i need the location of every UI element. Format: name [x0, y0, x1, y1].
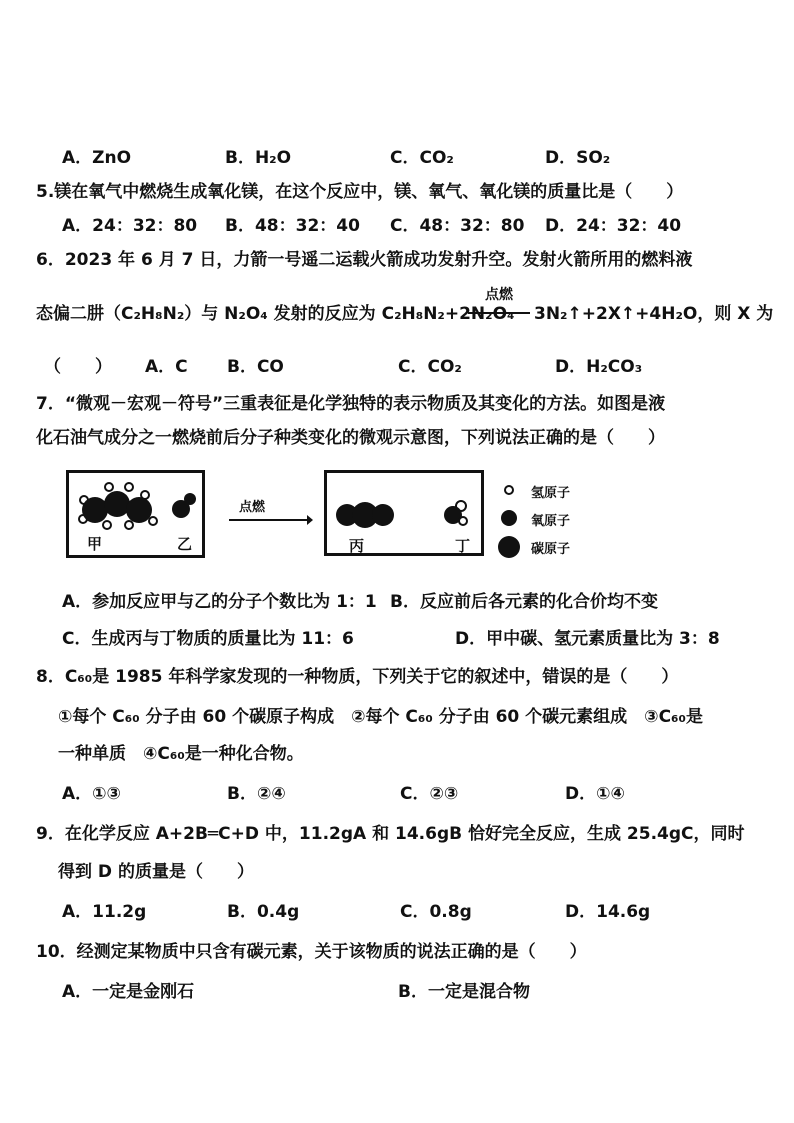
q9-stem-line2: 得到 D 的质量是（ ） [58, 862, 254, 882]
q7-option-a: A．参加反应甲与乙的分子个数比为 1：1 [62, 592, 377, 612]
q8-stem-line3: 一种单质 ④C₆₀是一种化合物。 [58, 744, 304, 764]
hydrogen-atom [105, 483, 113, 491]
hydrogen-atom [103, 521, 111, 529]
q8-stem-line2: ①每个 C₆₀ 分子由 60 个碳原子构成 ②每个 C₆₀ 分子由 60 个碳元素组成 ③C₆₀是 [58, 707, 703, 727]
label-jia: 甲 [87, 535, 103, 553]
oxygen-atom [372, 504, 394, 526]
q6-stem-line2-post: 3N₂↑+2X↑+4H₂O，则 X 为 [534, 304, 774, 324]
q10-stem: 10．经测定某物质中只含有碳元素，关于该物质的说法正确的是（ ） [36, 942, 587, 962]
carbon-atom [82, 497, 108, 523]
q8-option-a: A．①③ [62, 784, 121, 804]
q10-option-a: A．一定是金刚石 [62, 982, 195, 1002]
q6-reaction-bar [468, 312, 530, 314]
q6-option-c: C．CO₂ [398, 357, 462, 377]
q10-option-b: B．一定是混合物 [398, 982, 530, 1002]
legend-symbols [498, 480, 528, 560]
legend-hydrogen: 氢原子 [531, 486, 571, 501]
q7-stem-line1: 7．“微观－宏观－符号”三重表征是化学独特的表示物质及其变化的方法。如图是液 [36, 394, 666, 414]
hydrogen-atom [125, 483, 133, 491]
q9-option-d: D．14.6g [565, 902, 651, 922]
q4-option-a: A．ZnO [62, 148, 132, 168]
q6-option-d: D．H₂CO₃ [555, 357, 643, 377]
legend-carbon: 碳原子 [531, 542, 571, 557]
q7-option-d: D．甲中碳、氢元素质量比为 3：8 [455, 629, 720, 649]
q6-option-a: A．C [145, 357, 188, 377]
q8-option-b: B．②④ [227, 784, 286, 804]
q6-stem-line2-pre: 态偏二肼（C₂H₈N₂）与 N₂O₄ 发射的反应为 C₂H₈N₂+2N₂O₄ [36, 304, 515, 324]
q4-option-c: C．CO₂ [390, 148, 454, 168]
legend-oxygen-symbol [501, 510, 517, 526]
q7-molecule-diagram [66, 470, 786, 570]
q8-option-d: D．①④ [565, 784, 625, 804]
q9-option-c: C．0.8g [400, 902, 472, 922]
q6-condition-label: 点燃 [485, 287, 513, 303]
q5-option-c: C．48：32：80 [390, 216, 525, 236]
arrow-label: 点燃 [239, 500, 266, 515]
q8-option-c: C．②③ [400, 784, 459, 804]
hydrogen-atom [125, 521, 133, 529]
q5-stem: 5.镁在氧气中燃烧生成氧化镁，在这个反应中，镁、氧气、氧化镁的质量比是（ ） [36, 182, 684, 202]
q6-stem-line1: 6．2023 年 6 月 7 日，力箭一号遥二运载火箭成功发射升空。发射火箭所用的燃料液 [36, 250, 693, 270]
reactant-box [66, 470, 205, 558]
label-yi: 乙 [177, 535, 193, 553]
legend-oxygen: 氧原子 [531, 514, 571, 529]
q9-stem-line1: 9．在化学反应 A+2B═C+D 中，11.2gA 和 14.6gB 恰好完全反应，生成 25.4gC，同时 [36, 824, 745, 844]
q7-option-b: B．反应前后各元素的化合价均不变 [390, 592, 658, 612]
q7-stem-line2: 化石油气成分之一燃烧前后分子种类变化的微观示意图，下列说法正确的是（ ） [36, 428, 665, 448]
q4-option-d: D．SO₂ [545, 148, 611, 168]
q5-option-d: D．24：32：40 [545, 216, 682, 236]
q5-option-b: B．48：32：40 [225, 216, 360, 236]
q6-answer-paren: （ ） [44, 357, 112, 377]
legend-hydrogen-symbol [505, 486, 513, 494]
q6-option-b: B．CO [227, 357, 284, 377]
q7-option-c: C．生成丙与丁物质的质量比为 11：6 [62, 629, 354, 649]
q4-option-b: B．H₂O [225, 148, 292, 168]
q5-option-a: A．24：32：80 [62, 216, 198, 236]
product-box [324, 470, 484, 556]
carbon-atom [126, 497, 152, 523]
label-ding: 丁 [455, 537, 471, 555]
hydrogen-atom [149, 517, 157, 525]
label-bing: 丙 [349, 537, 365, 555]
carbon-atom [104, 491, 130, 517]
q9-option-b: B．0.4g [227, 902, 300, 922]
oxygen-atom [172, 500, 190, 518]
reaction-arrow [229, 514, 313, 526]
legend-carbon-symbol [498, 536, 520, 558]
q9-option-a: A．11.2g [62, 902, 147, 922]
hydrogen-atom [459, 517, 467, 525]
q8-stem-line1: 8．C₆₀是 1985 年科学家发现的一种物质，下列关于它的叙述中，错误的是（ ） [36, 667, 679, 687]
